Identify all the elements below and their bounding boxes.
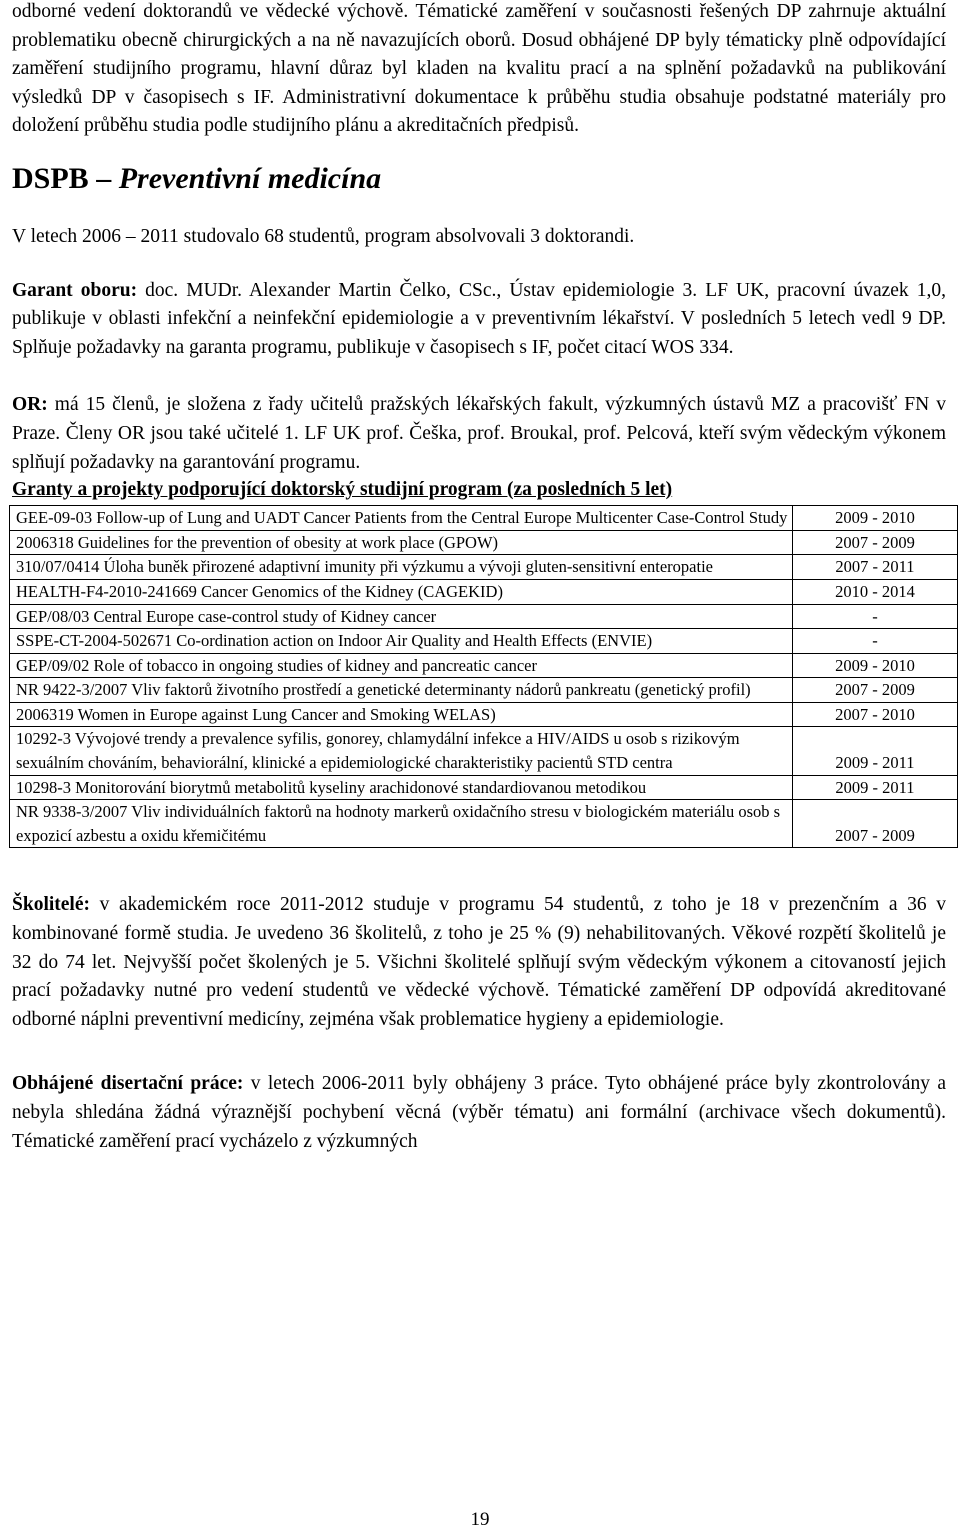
or-text: má 15 členů, je složena z řady učitelů pražských lékařských fakult, výzkumných ústavů MZ a pracovišť FN v Praze. Členy OR jsou také učitelé 1. LF UK prof. Češka, prof. Broukal, prof. Pelcová, kteří svým vědeckým výkonem splňují požadavky na garantování programu. (12, 394, 946, 473)
grant-years-cell: 2007 - 2011 (793, 555, 958, 580)
grant-years-cell: 2007 - 2009 (793, 678, 958, 703)
skolitele-paragraph (12, 891, 946, 1034)
obhajene-text: v letech 2006-2011 byly obhájeny 3 práce. Tyto obhájené práce byly zkontrolovány a nebyla shledána žádná výraznější pochybení věcná (výběr tématu) ani formální (archivace všech dokumentů). Tématické zaměření prací vycházelo z výzkumných (12, 1073, 946, 1152)
grant-name-cell: NR 9422-3/2007 Vliv faktorů životního prostředí a genetické determinanty nádorů pankreatu (genetický profil) (10, 678, 793, 703)
section-heading (12, 161, 946, 197)
grant-years-cell: - (793, 604, 958, 629)
grant-name-cell: GEP/09/02 Role of tobacco in ongoing studies of kidney and pancreatic cancer (10, 653, 793, 678)
grant-years-cell: 2009 - 2010 (793, 653, 958, 678)
grant-years-cell: 2009 - 2010 (793, 506, 958, 531)
grant-name-cell: SSPE-CT-2004-502671 Co-ordination action on Indoor Air Quality and Health Effects (ENVIE) (10, 629, 793, 654)
grant-years-cell: 2010 - 2014 (793, 579, 958, 604)
grant-name-cell: 10292-3 Vývojové trendy a prevalence syfilis, gonorey, chlamydální infekce a HIV/AIDS u osob s rizikovým sexuálním chováním, behaviorální, klinické a epidemiologické charakteristiky pacientů STD centra (10, 727, 793, 775)
grant-name-cell: GEP/08/03 Central Europe case-control study of Kidney cancer (10, 604, 793, 629)
document-page (12, 0, 946, 1156)
grant-name-cell: NR 9338-3/2007 Vliv individuálních faktorů na hodnoty markerů oxidačního stresu v biologickém materiálu osob s expozicí azbestu a oxidu křemičitému (10, 800, 793, 848)
table-row (10, 678, 958, 703)
students-paragraph: V letech 2006 – 2011 studovalo 68 studentů, program absolvovali 3 doktorandi. (12, 225, 635, 247)
grant-years-cell: 2009 - 2011 (793, 727, 958, 775)
section-code: DSPB (12, 161, 89, 195)
grants-heading: Granty a projekty podporující doktorský studijní program (za posledních 5 let) (12, 479, 673, 501)
table-row (10, 775, 958, 800)
table-row (10, 800, 958, 848)
table-row (10, 530, 958, 555)
grant-name-cell: GEE-09-03 Follow-up of Lung and UADT Cancer Patients from the Central Europe Multicenter Case-Control Study (10, 506, 793, 531)
grant-years-cell: 2009 - 2011 (793, 775, 958, 800)
obhajene-paragraph (12, 1070, 946, 1156)
grant-years-cell: 2007 - 2009 (793, 530, 958, 555)
table-row (10, 555, 958, 580)
page-number: 19 (470, 1509, 490, 1530)
grant-years-cell: 2007 - 2010 (793, 702, 958, 727)
table-row (10, 604, 958, 629)
garant-label: Garant oboru: (12, 279, 138, 301)
table-row (10, 702, 958, 727)
grant-name-cell: HEALTH-F4-2010-241669 Cancer Genomics of the Kidney (CAGEKID) (10, 579, 793, 604)
grants-table-body (10, 506, 958, 848)
intro-paragraph: odborné vedení doktorandů ve vědecké výchově. Tématické zaměření v současnosti řešených DP zahrnuje aktuální problematiku obecně chirurgických a na ně navazujících oborů. Dosud obhájené DP byly tématicky plně odpovídající zaměření studijního programu, hlavní důraz byl kladen na kvalitu prací a na splnění požadavků na publikování výsledků DP v časopisech s IF. Administrativní dokumentace k průběhu studia obsahuje podstatné materiály pro doložení průběhu studia podle studijního plánu a akreditačních předpisů. (12, 1, 946, 137)
or-label: OR: (12, 394, 48, 416)
skolitele-text: v akademickém roce 2011-2012 studuje v programu 54 studentů, z toho je 18 v prezenčním a 36 v kombinované formě studia. Je uvedeno 36 školitelů, z toho je 25 % (9) nehabilitovaných. Věkové rozpětí školitelů je 32 do 74 let. Nejvyšší počet školených je 5. Všichni školitelé splňují svým vědeckým výkonem a citovaností jejich prací požadavky nutné pro vedení studentů ve vědecké výchově. Tématické zaměření DP odpovídá akreditované odborné náplni preventivní medicíny, zejména však problematice hygieny a epidemiologie. (12, 894, 946, 1030)
grant-name-cell: 310/07/0414 Úloha buněk přirozené adaptivní imunity při výzkumu a vývoji gluten-sensitivní enteropatie (10, 555, 793, 580)
section-dash: – (96, 161, 112, 195)
section-name: Preventivní medicína (118, 161, 382, 195)
skolitele-label: Školitelé: (12, 894, 90, 916)
grant-name-cell: 2006319 Women in Europe against Lung Cancer and Smoking WELAS) (10, 702, 793, 727)
garant-paragraph (12, 277, 946, 363)
grants-table (9, 505, 958, 848)
grant-name-cell: 10298-3 Monitorování biorytmů metabolitů kyseliny arachidonové standardiovanou metodikou (10, 775, 793, 800)
garant-text: doc. MUDr. Alexander Martin Čelko, CSc., Ústav epidemiologie 3. LF UK, pracovní úvazek 1,0, publikuje v oblasti infekční a neinfekční epidemiologie a v preventivním lékařství. V posledních 5 letech vedl 9 DP. Splňuje požadavky na garanta programu, publikuje v časopisech s IF, počet citací WOS 334. (12, 279, 946, 358)
table-row (10, 653, 958, 678)
grant-years-cell: - (793, 629, 958, 654)
table-row (10, 727, 958, 775)
table-row (10, 629, 958, 654)
or-paragraph (12, 391, 946, 477)
table-row (10, 506, 958, 531)
grant-name-cell: 2006318 Guidelines for the prevention of obesity at work place (GPOW) (10, 530, 793, 555)
grant-years-cell: 2007 - 2009 (793, 800, 958, 848)
obhajene-label: Obhájené disertační práce: (12, 1073, 244, 1095)
table-row (10, 579, 958, 604)
